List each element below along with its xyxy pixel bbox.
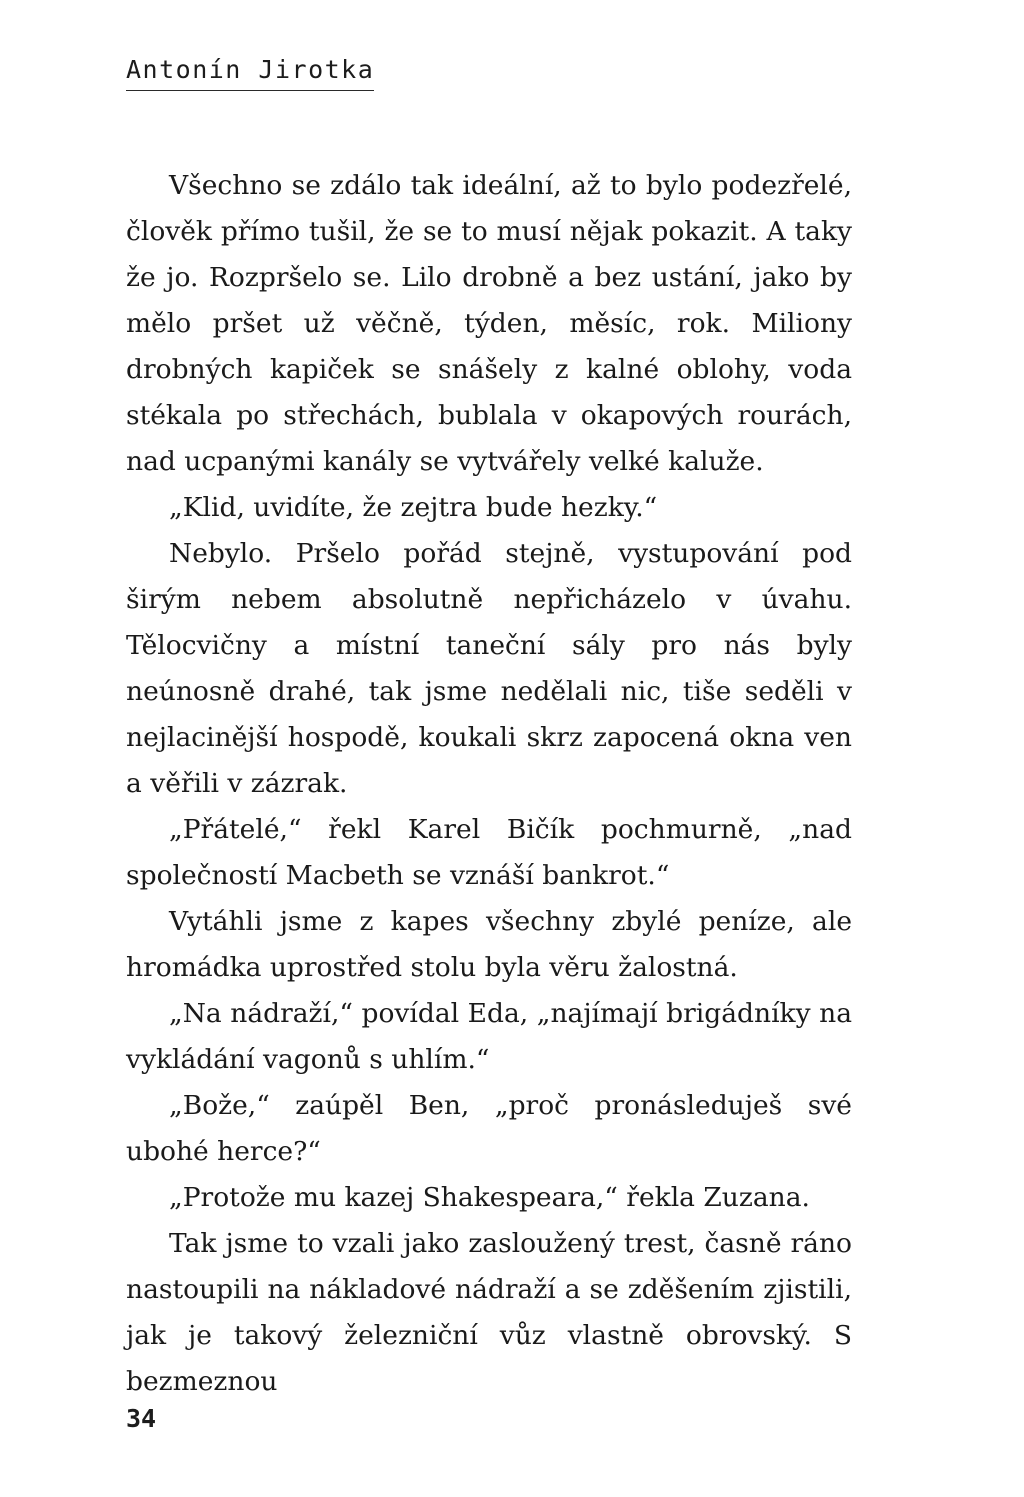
running-head-author: Antonín Jirotka [126, 54, 374, 91]
paragraph: „Protože mu kazej Shakespeara,“ řekla Zuzana. [169, 1182, 810, 1213]
body-text [126, 163, 852, 1405]
paragraph: Všechno se zdálo tak ideální, až to bylo podezřelé, člověk přímo tušil, že se to musí nějak pokazit. A taky že jo. Rozpršelo se. Lilo drobně a bez ustání, jako by mělo pršet už věčně, týden, měsíc, rok. Miliony drobných kapiček se snášely z kalné oblohy, voda stékala po střechách, bublala v okapových rourách, nad ucpanými kanály se vytvářely velké kaluže. [126, 170, 852, 477]
paragraph: „Klid, uvidíte, že zejtra bude hezky.“ [169, 492, 658, 523]
paragraph: Tak jsme to vzali jako zasloužený trest, časně ráno nastoupili na nákladové nádraží a se zděšením zjistili, jak je takový železniční vůz vlastně obrovský. S bezmeznou [126, 1228, 852, 1397]
page-number: 34 [126, 1404, 157, 1433]
paragraph: „Bože,“ zaúpěl Ben, „proč pronásleduješ své ubohé herce?“ [126, 1090, 852, 1167]
paragraph: „Přátelé,“ řekl Karel Bičík pochmurně, „nad společností Macbeth se vznáší bankrot.“ [126, 814, 852, 891]
paragraph: Nebylo. Pršelo pořád stejně, vystupování pod širým nebem absolutně nepřicházelo v úvahu. Tělocvičny a místní taneční sály pro nás byly neúnosně drahé, tak jsme nedělali nic, tiše seděli v nejlacinější hospodě, koukali skrz zapocená okna ven a věřili v zázrak. [126, 538, 852, 799]
paragraph: Vytáhli jsme z kapes všechny zbylé peníze, ale hromádka uprostřed stolu byla věru žalostná. [126, 906, 852, 983]
paragraph: „Na nádraží,“ povídal Eda, „najímají brigádníky na vykládání vagonů s uhlím.“ [126, 998, 852, 1075]
